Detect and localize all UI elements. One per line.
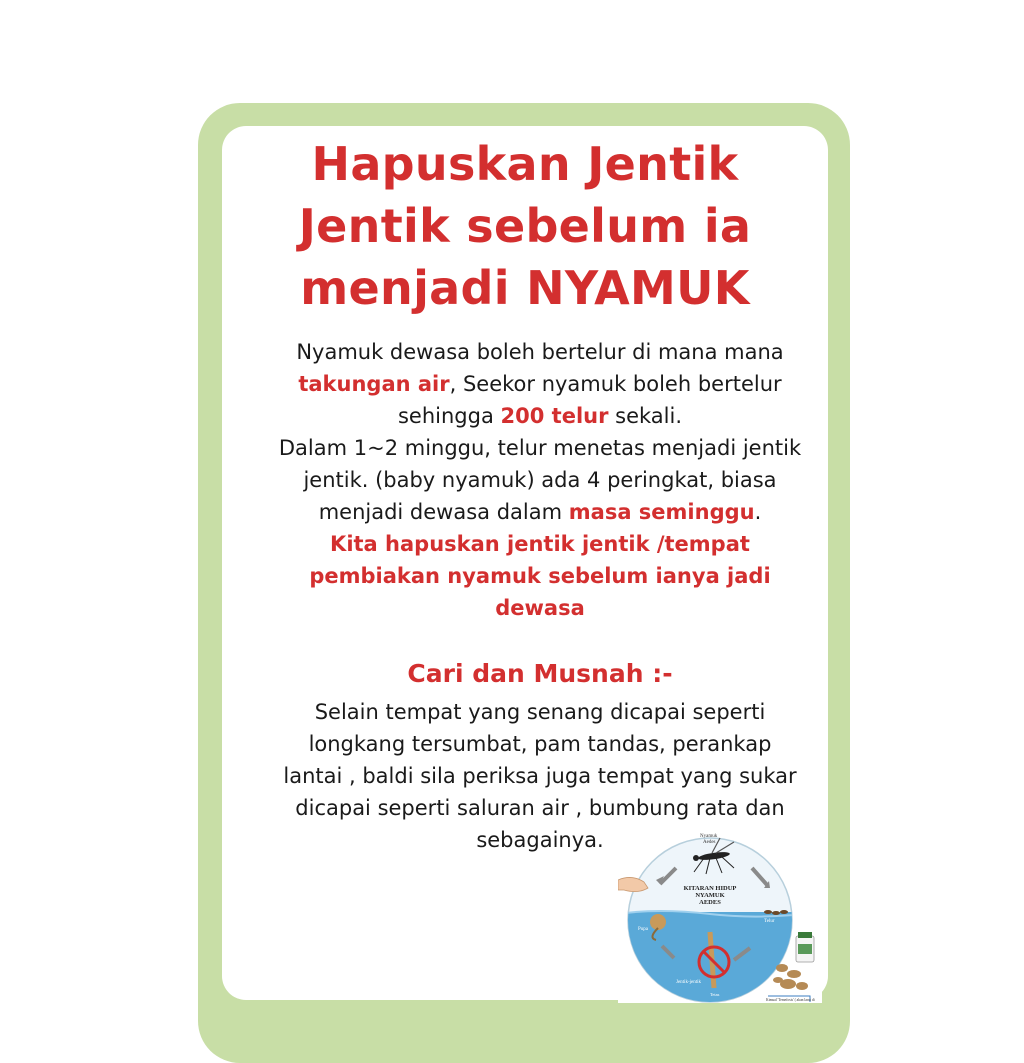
info-text: , Seekor nyamuk boleh bertelur (449, 372, 782, 396)
title-line-1: Hapuskan Jentik (311, 137, 739, 191)
lifecycle-title-2: NYAMUK (695, 892, 725, 899)
larvicide-bottle-icon (796, 932, 814, 962)
title-line-2: Jentik sebelum ia (298, 199, 752, 253)
callout-line-3: dewasa (495, 596, 585, 620)
poster-title (230, 133, 820, 319)
label-pupa: Pupa (638, 927, 648, 932)
granules-icon (773, 964, 808, 990)
info-paragraph (260, 336, 820, 624)
mosquito-lifecycle-illustration (618, 828, 822, 1003)
search-text-line: longkang tersumbat, pam tandas, perankap (308, 732, 772, 756)
highlight-one-week: masa seminggu (568, 500, 755, 524)
label-drop: Tetas (710, 992, 720, 997)
info-text: . (754, 500, 762, 524)
info-text: sekali. (615, 404, 683, 428)
lifecycle-diagram (618, 828, 822, 1003)
lifecycle-title-3: AEDES (699, 899, 721, 906)
label-adult-1: Nyamuk (700, 834, 718, 839)
search-destroy-heading: Cari dan Musnah :- (407, 659, 673, 688)
water-area-icon (618, 912, 822, 1003)
info-text: sehingga (397, 404, 494, 428)
info-text: menjadi dewasa dalam (318, 500, 563, 524)
label-adult-2: Aedes (703, 840, 716, 845)
label-egg: Telur (764, 919, 775, 924)
search-text-line: lantai , baldi sila periksa juga tempat yang sukar (283, 764, 797, 788)
info-text: Nyamuk dewasa boleh bertelur di mana mana (296, 340, 784, 364)
title-line-3: menjadi NYAMUK (300, 261, 750, 315)
search-text-line: dicapai seperti saluran air , bumbung rata dan (295, 796, 785, 820)
search-text-line: Selain tempat yang senang dicapai seperti (314, 700, 766, 724)
info-text: jentik. (baby nyamuk) ada 4 peringkat, biasa (303, 468, 777, 492)
info-text: Dalam 1~2 minggu, telur menetas menjadi jentik (278, 436, 802, 460)
highlight-stagnant-water: takungan air (298, 372, 450, 396)
label-bottom: Kimual 'Temefosis' ( akan larut di (766, 998, 815, 1002)
search-text-line: sebagainya. (476, 828, 604, 852)
highlight-egg-count: 200 telur (500, 404, 609, 428)
callout-line-1: Kita hapuskan jentik jentik /tempat (330, 532, 750, 556)
callout-line-2: pembiakan nyamuk sebelum ianya jadi (309, 564, 771, 588)
lifecycle-title-1: KITARAN HIDUP (683, 885, 737, 892)
label-larva: Jentik-jentik (676, 980, 701, 985)
